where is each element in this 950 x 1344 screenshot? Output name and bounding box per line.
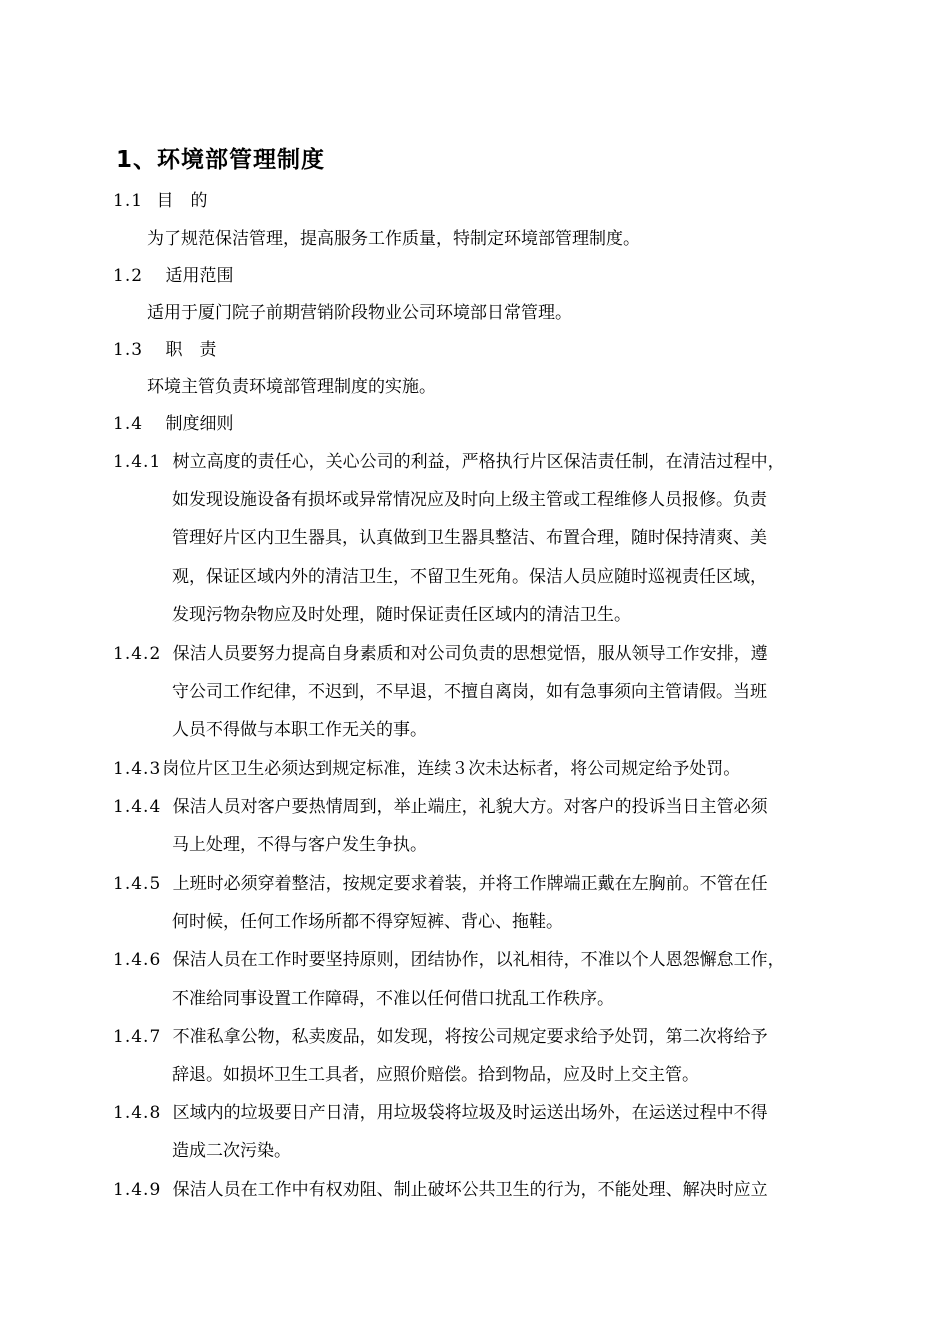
section-label: 制度细则 <box>165 414 234 434</box>
item-number: 1.4.4 <box>113 797 162 817</box>
section-heading <box>113 414 233 434</box>
item-text: 树立高度的责任心，关心公司的利益，严格执行片区保洁责任制，在清洁过程中， <box>172 452 785 472</box>
item-text: 区域内的垃圾要日产日清，用垃圾袋将垃圾及时运送出场外，在运送过程中不得 <box>172 1103 768 1123</box>
item-text: 保洁人员在工作时要坚持原则，团结协作，以礼相待，不准以个人恩怨懈怠工作， <box>172 950 785 970</box>
item-text: 不准私拿公物，私卖废品，如发现，将按公司规定要求给予处罚，第二次将给予 <box>172 1027 768 1047</box>
item-number: 1.4.2 <box>113 644 162 664</box>
item-text: 人员不得做与本职工作无关的事。 <box>172 720 427 740</box>
item-text: 如发现设施设备有损坏或异常情况应及时向上级主管或工程维修人员报修。负责 <box>172 490 767 510</box>
item-text: 何时候，任何工作场所都不得穿短裤、背心、拖鞋。 <box>172 912 563 932</box>
section-paragraph: 环境主管负责环境部管理制度的实施。 <box>147 377 436 397</box>
list-item <box>113 874 768 894</box>
item-text: 上班时必须穿着整洁，按规定要求着装，并将工作牌端正戴在左胸前。不管在任 <box>172 874 768 894</box>
item-text: 观，保证区域内外的清洁卫生，不留卫生死角。保洁人员应随时巡视责任区域， <box>172 567 767 587</box>
item-number: 1.4.3 <box>113 759 162 779</box>
section-paragraph: 为了规范保洁管理，提高服务工作质量，特制定环境部管理制度。 <box>147 229 640 249</box>
list-item <box>113 452 785 472</box>
section-heading <box>113 191 207 211</box>
page-title: 1、环境部管理制度 <box>116 147 326 173</box>
item-number: 1.4.7 <box>113 1027 162 1047</box>
section-paragraph: 适用于厦门院子前期营销阶段物业公司环境部日常管理。 <box>147 303 572 323</box>
item-text: 保洁人员对客户要热情周到，举止端庄，礼貌大方。对客户的投诉当日主管必须 <box>172 797 768 817</box>
section-number: 1.2 <box>113 266 144 286</box>
section-label: 目 的 <box>156 191 208 211</box>
item-text: 不准给同事设置工作障碍，不准以任何借口扰乱工作秩序。 <box>172 989 614 1009</box>
list-item <box>113 644 768 664</box>
section-heading <box>113 340 216 360</box>
item-number: 1.4.1 <box>113 452 162 472</box>
item-number: 1.4.9 <box>113 1180 162 1200</box>
section-number: 1.1 <box>113 191 144 211</box>
item-number: 1.4.8 <box>113 1103 162 1123</box>
item-text: 保洁人员要努力提高自身素质和对公司负责的思想觉悟，服从领导工作安排，遵 <box>172 644 768 664</box>
list-item <box>113 1103 768 1123</box>
list-item <box>113 759 740 779</box>
list-item <box>113 1180 768 1200</box>
section-number: 1.4 <box>113 414 144 434</box>
item-number: 1.4.6 <box>113 950 162 970</box>
list-item <box>113 1027 768 1047</box>
item-text: 造成二次污染。 <box>172 1141 291 1161</box>
list-item <box>113 797 768 817</box>
section-label: 适用范围 <box>165 266 234 286</box>
item-number: 1.4.5 <box>113 874 162 894</box>
section-label: 职 责 <box>165 340 217 360</box>
item-text: 守公司工作纪律，不迟到，不早退，不擅自离岗，如有急事须向主管请假。当班 <box>172 682 767 702</box>
section-number: 1.3 <box>113 340 144 360</box>
item-text: 马上处理，不得与客户发生争执。 <box>172 835 427 855</box>
section-heading <box>113 266 233 286</box>
item-text: 岗位片区卫生必须达到规定标准，连续３次未达标者，将公司规定给予处罚。 <box>162 759 741 779</box>
item-text: 保洁人员在工作中有权劝阻、制止破坏公共卫生的行为，不能处理、解决时应立 <box>172 1180 768 1200</box>
item-text: 发现污物杂物应及时处理，随时保证责任区域内的清洁卫生。 <box>172 605 631 625</box>
list-item <box>113 950 785 970</box>
item-text: 管理好片区内卫生器具，认真做到卫生器具整洁、布置合理，随时保持清爽、美 <box>172 528 767 548</box>
item-text: 辞退。如损坏卫生工具者，应照价赔偿。拾到物品，应及时上交主管。 <box>172 1065 699 1085</box>
